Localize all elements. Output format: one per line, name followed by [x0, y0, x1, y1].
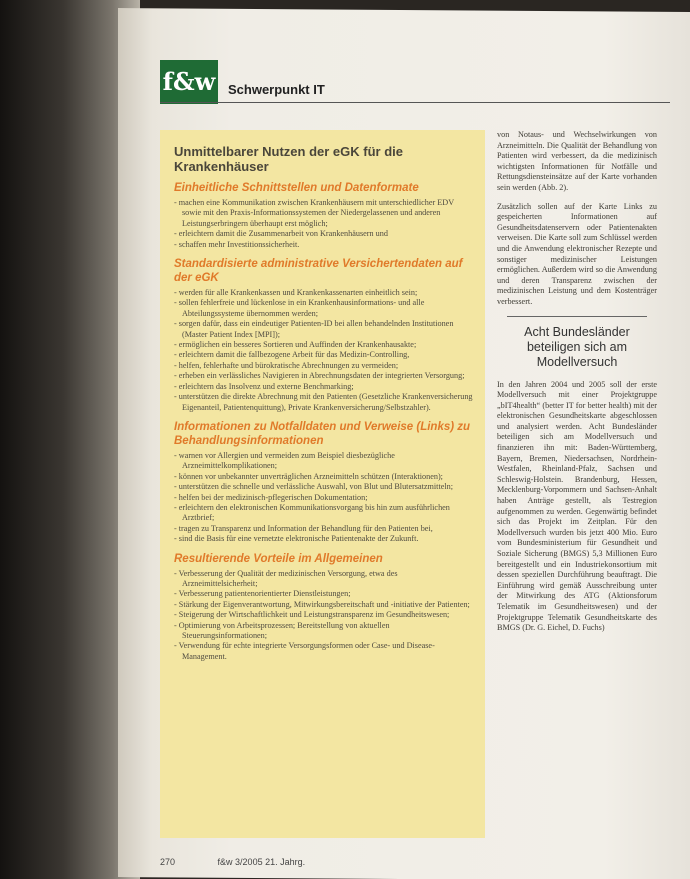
- heading-rule: [507, 316, 647, 317]
- box-section-heading: Standardisierte administrative Versichertendaten auf der eGK: [174, 258, 463, 285]
- list-item: - erheben ein verlässliches Navigieren in Abrechnungsdaten der integrierten Versorgung;: [174, 371, 473, 381]
- info-box: [160, 130, 485, 838]
- list-item: - werden für alle Krankenkassen und Krankenkassenarten einheitlich sein;: [174, 288, 473, 298]
- list-item: - Verbesserung der Qualität der medizinischen Versorgung, etwa des Arzneimittelsicherheit;: [174, 569, 473, 590]
- list-item: - erleichtern das Insolvenz und externe Benchmarking;: [174, 382, 473, 392]
- list-item: - tragen zu Transparenz und Information der Behandlung für den Patienten bei,: [174, 524, 473, 534]
- list-item: - sorgen dafür, dass ein eindeutiger Patienten-ID bei allen behandelnden Institutionen (Master Patient Index [MPI]);: [174, 319, 473, 340]
- page-footer: [160, 857, 345, 867]
- article-paragraph: In den Jahren 2004 und 2005 soll der erste Modellversuch mit einer Projektgruppe „bIT4health“ (better IT for better health) mit der elektronischen Gesundheitskarte abgeschlossen und analysiert werden. Acht Bundesländer beteiligen sich am Modellversuch und finanzieren ihn mit: Baden-Württemberg, Bayern, Bremen, Niedersachsen, Nordrhein-Westfalen, Rheinland-Pfalz, Sachsen und Schleswig-Holstein. Brandenburg, Hessen, Mecklenburg-Vorpommern und Sachsen-Anhalt haben Anträge gestellt, als Testregion aufgenommen zu werden. Gegenwärtig befindet sich das Projekt im Zeitplan. Für den Modellversuch wurden bis jetzt 400 Mio. Euro vom Bundesministerium für Gesundheit und Soziale Sicherung (BMGS) 5,3 Millionen Euro bereitgestellt und ein Industriekonsortium mit dessen speziellen Durchführung beauftragt. Die Einführung wird gemäß Ausschreibung unter der Mitwirkung des ATG (Aktionsforum Telematik im Gesundheitswesen) und der Projektgruppe Telematik Gesundheitskarte des BMGS (Dr. G. Eichel, D. Fuchs): [497, 379, 657, 633]
- article-paragraph: von Notaus- und Wechselwirkungen von Arzneimitteln. Die Qualität der Behandlung von Patienten wird verbessert, da die medizinisch wichtigsten Informationen für Notfälle und Rettungsdiensteinsätze auf der Karte vorhanden sein werden (Abb. 2).: [497, 130, 657, 192]
- box-section-list: [174, 451, 473, 545]
- article-column: [497, 130, 657, 642]
- box-section-heading: Einheitliche Schnittstellen und Datenformate: [174, 182, 419, 194]
- list-item: - ermöglichen ein besseres Sortieren und Auffinden der Krankenhausakte;: [174, 340, 473, 350]
- list-item: - unterstützen die direkte Abrechnung mit den Patienten (Gesetzliche Krankenversicherung Eigenanteil, Patientenquittung), Private Krankenversicherung/Selbstzahler).: [174, 392, 473, 413]
- list-item: - Verwendung für echte integrierte Versorgungsformen oder Case- und Disease-Management.: [174, 641, 473, 662]
- list-item: - erleichtern damit die Zusammenarbeit von Krankenhäusern und: [174, 229, 473, 239]
- box-sections: [174, 181, 473, 662]
- fw-logo: f&w: [160, 60, 218, 104]
- box-section-list: [174, 569, 473, 663]
- article-subheading: Acht Bundesländer beteiligen sich am Modellversuch: [524, 324, 630, 369]
- list-item: - sind die Basis für eine vernetzte elektronische Patientenakte der Zukunft.: [174, 534, 473, 544]
- list-item: - machen eine Kommunikation zwischen Krankenhäusern mit unterschiedlicher EDV sowie mit den Praxis-Informationssystemen der Niedergelassenen und anderen Leistungserbringern überhaupt erst möglich;: [174, 198, 473, 229]
- list-item: - warnen vor Allergien und vermeiden zum Beispiel diesbezügliche Arzneimittelkomplikationen;: [174, 451, 473, 472]
- box-section-heading: Resultierende Vorteile im Allgemeinen: [174, 552, 383, 565]
- list-item: - Stärkung der Eigenverantwortung, Mitwirkungsbereitschaft und -initiative der Patienten;: [174, 600, 473, 610]
- list-item: - erleichtern den elektronischen Kommunikationsvorgang bis hin zum ausführlichen Arztbrief;: [174, 503, 473, 524]
- list-item: - helfen bei der medizinisch-pflegerischen Dokumentation;: [174, 493, 473, 503]
- list-item: - Steigerung der Wirtschaftlichkeit und Leistungstransparenz im Gesundheitswesen;: [174, 610, 473, 620]
- section-title: Schwerpunkt IT: [228, 82, 325, 97]
- list-item: - unterstützen die schnelle und verlässliche Auswahl, von Blut und Blutersatzmitteln;: [174, 482, 473, 492]
- box-section-heading: Informationen zu Notfalldaten und Verweise (Links) zu Behandlungsinformationen: [174, 420, 471, 447]
- list-item: - erleichtern damit die fallbezogene Arbeit für das Medizin-Controlling,: [174, 350, 473, 360]
- list-item: - sollen fehlerfreie und lückenlose in ein Krankenhausinformations- und alle Abteilungssysteme übernommen werden;: [174, 298, 473, 319]
- box-section-list: [174, 198, 473, 250]
- list-item: - schaffen mehr Investitionssicherheit.: [174, 240, 473, 250]
- box-section-list: [174, 288, 473, 413]
- list-item: - Verbesserung patientenorientierter Dienstleistungen;: [174, 589, 473, 599]
- list-item: - helfen, fehlerhafte und bürokratische Abrechnungen zu vermeiden;: [174, 361, 473, 371]
- list-item: - können vor unbekannter unverträglichen Arzneimitteln schützen (Interaktionen);: [174, 472, 473, 482]
- box-title: Unmittelbarer Nutzen der eGK für die Krankenhäuser: [174, 144, 403, 174]
- header-rule: [160, 102, 670, 103]
- page-number: 270: [160, 857, 176, 867]
- issue-info: f&w 3/2005 21. Jahrg.: [217, 857, 306, 867]
- article-paragraph: Zusätzlich sollen auf der Karte Links zu gespeicherten Informationen auf Gesundheitsdatenservern oder Patientenakten verweisen. Die Karte soll zum Schlüssel werden und die Anwendung elektronischer Rezepte und sonstiger medizinischer Leistungen ermöglichen. Außerdem wird so die Anwendung und deren Transparenz zwischen der medizinischen Leistung und dem Kostenträger verbessert.: [497, 201, 657, 306]
- list-item: - Optimierung von Arbeitsprozessen; Bereitstellung von aktuellen Steuerungsinformationen;: [174, 621, 473, 642]
